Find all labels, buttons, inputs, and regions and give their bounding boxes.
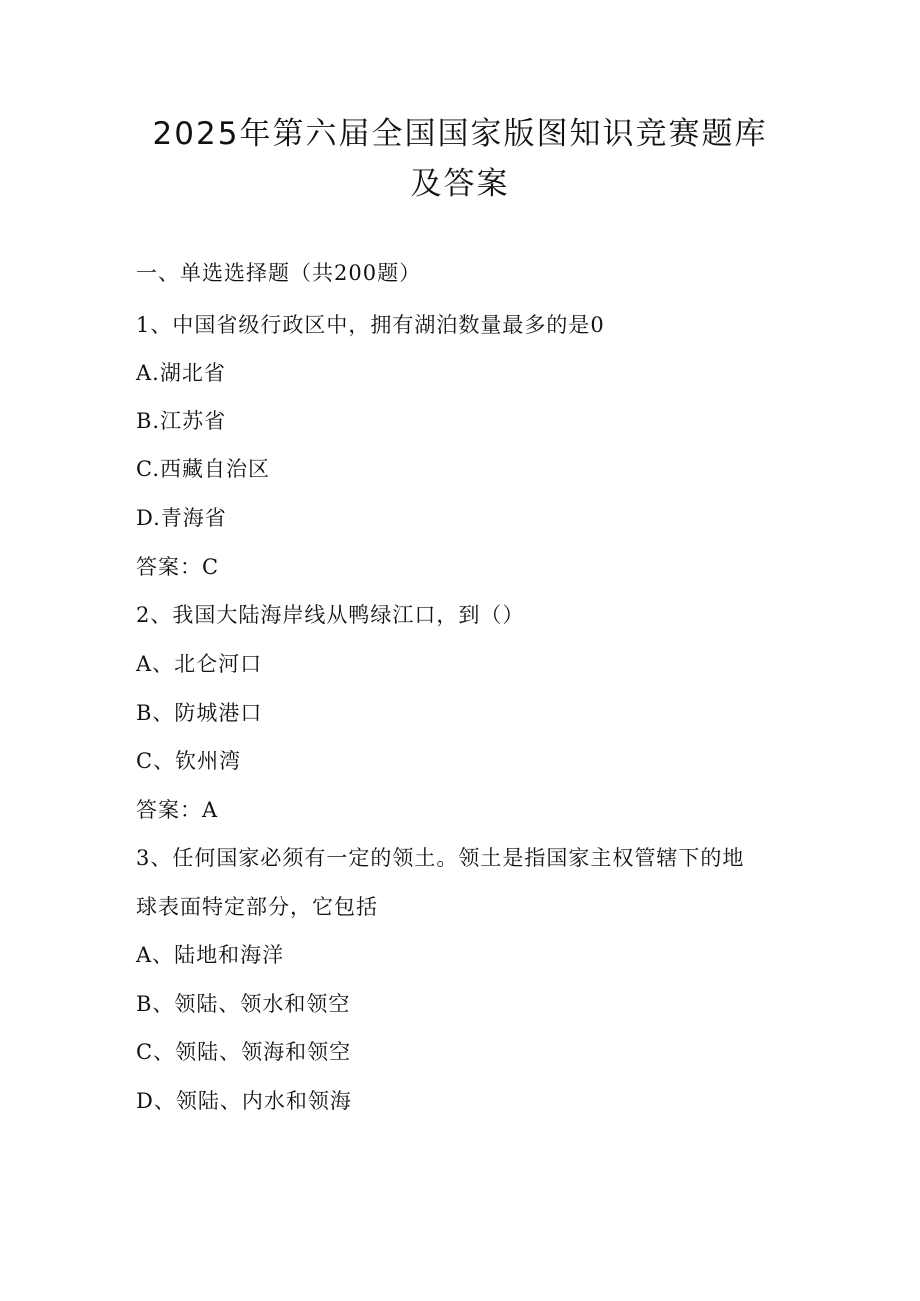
question-1-stem: 1、中国省级行政区中，拥有湖泊数量最多的是0 (136, 313, 605, 337)
question-3-option-b: B、领陆、领水和领空 (136, 992, 351, 1016)
question-2-option-c: C、钦州湾 (136, 749, 242, 773)
question-2-answer: 答案：A (136, 798, 219, 822)
question-3-option-a: A、陆地和海洋 (136, 943, 285, 967)
question-1-option-b: B.江苏省 (136, 409, 227, 433)
section-heading: 一、单选选择题（共200题） (136, 261, 422, 285)
document-title-line-1: 2025年第六届全国国家版图知识竞赛题库 (152, 116, 768, 152)
question-3-option-d: D、领陆、内水和领海 (136, 1089, 352, 1113)
question-2-stem: 2、我国大陆海岸线从鸭绿江口，到（） (136, 603, 525, 627)
question-1-option-a: A.湖北省 (136, 361, 226, 385)
question-3-option-c: C、领陆、领海和领空 (136, 1040, 352, 1064)
question-3-stem-line-2: 球表面特定部分，它包括 (136, 895, 378, 919)
document-title-line-2: 及答案 (410, 166, 510, 202)
question-3-stem-line-1: 3、任何国家必须有一定的领土。领土是指国家主权管辖下的地 (136, 846, 745, 870)
question-1-option-d: D.青海省 (136, 506, 227, 530)
question-2-option-a: A、北仑河口 (136, 652, 263, 676)
question-1-answer: 答案：C (136, 555, 220, 579)
question-2-option-b: B、防城港口 (136, 701, 263, 725)
question-1-option-c: C.西藏自治区 (136, 457, 270, 481)
